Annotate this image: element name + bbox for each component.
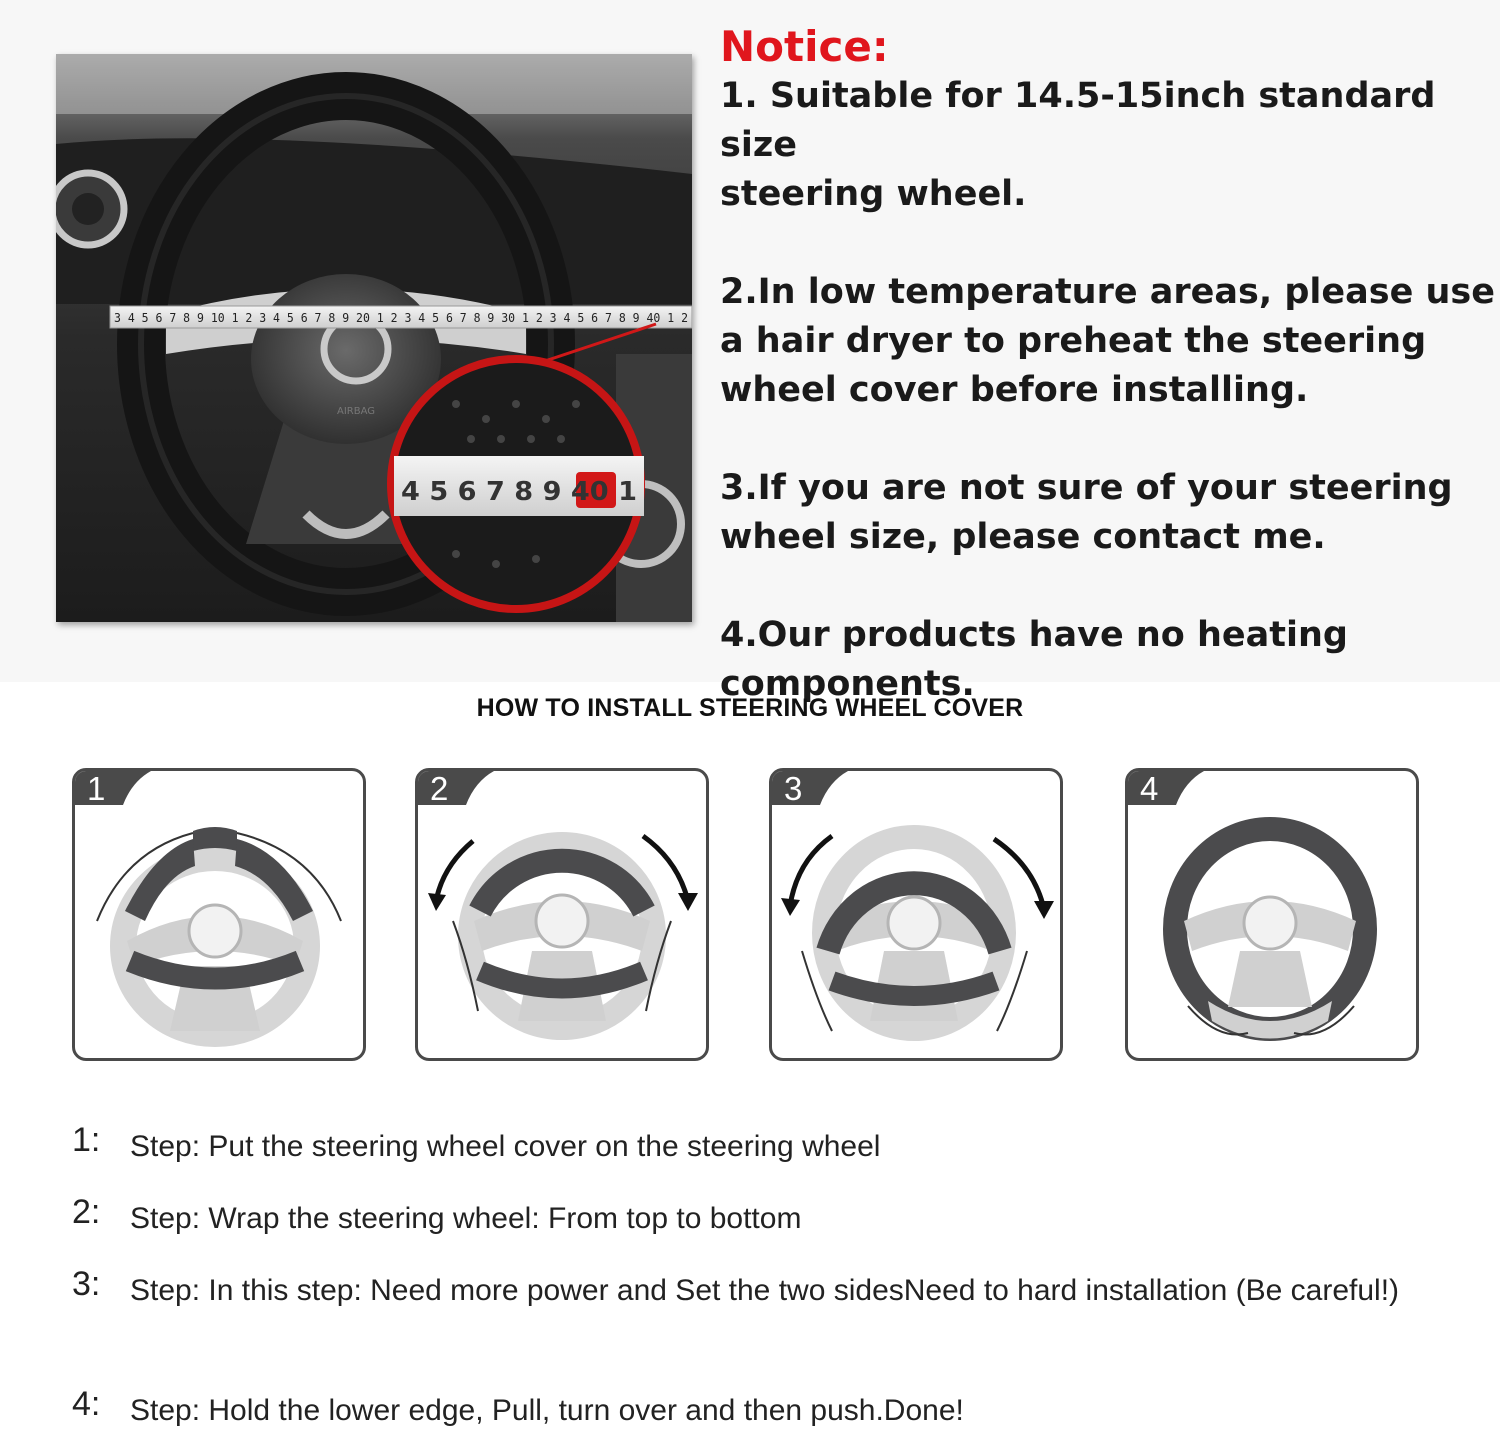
airbag-label: AIRBAG <box>336 406 376 417</box>
step-number: 3: <box>72 1265 101 1303</box>
top-section <box>0 0 1500 704</box>
steering-wheel-measure-illustration <box>56 54 692 622</box>
tape-zoom-scale: 4 5 6 7 8 9 40 1 <box>401 477 637 507</box>
step-number: 1: <box>72 1121 101 1159</box>
notice-title: Notice: <box>720 22 889 71</box>
wheel-set-sides-icon <box>772 771 1060 1058</box>
install-panel-1 <box>72 768 366 1061</box>
notice-item-3: 3.If you are not sure of your steering wheel size, please contact me. <box>720 468 1453 557</box>
panel-number: 3 <box>784 770 803 807</box>
notice-item-4: 4.Our products have no heating components. <box>720 615 1348 704</box>
step-text: Step: Hold the lower edge, Pull, turn over and then push.Done! <box>130 1394 964 1427</box>
wheel-cover-on-icon <box>75 771 363 1058</box>
step-text: Step: Wrap the steering wheel: From top to bottom <box>130 1202 802 1235</box>
install-heading: HOW TO INSTALL STEERING WHEEL COVER <box>476 694 1024 722</box>
notice-item-2: 2.In low temperature areas, please use a hair dryer to preheat the steering wheel cover before installing. <box>720 272 1495 410</box>
notice-block <box>720 22 1500 758</box>
panel-number: 2 <box>430 770 449 807</box>
step-text: Step: In this step: Need more power and Set the two sidesNeed to hard installation (Be careful!) <box>130 1274 1400 1307</box>
wheel-wrap-top-icon <box>418 771 706 1058</box>
notice-item-1: 1. Suitable for 14.5-15inch standard size steering wheel. <box>720 76 1436 214</box>
step-text: Step: Put the steering wheel cover on the steering wheel <box>130 1130 881 1163</box>
tape-measure-scale: 3 4 5 6 7 8 9 10 1 2 3 4 5 6 7 8 9 20 1 2 3 4 5 6 7 8 9 30 1 2 3 4 5 6 7 8 9 40 1 2 <box>114 311 688 325</box>
install-panel-2 <box>415 768 709 1061</box>
steering-wheel-photo <box>56 54 692 622</box>
install-panel-4 <box>1125 768 1419 1061</box>
install-panel-3 <box>769 768 1063 1061</box>
panel-number: 1 <box>87 770 106 807</box>
wheel-cover-done-icon <box>1128 771 1416 1058</box>
step-number: 4: <box>72 1385 101 1423</box>
panel-number: 4 <box>1140 770 1159 807</box>
step-number: 2: <box>72 1193 101 1231</box>
